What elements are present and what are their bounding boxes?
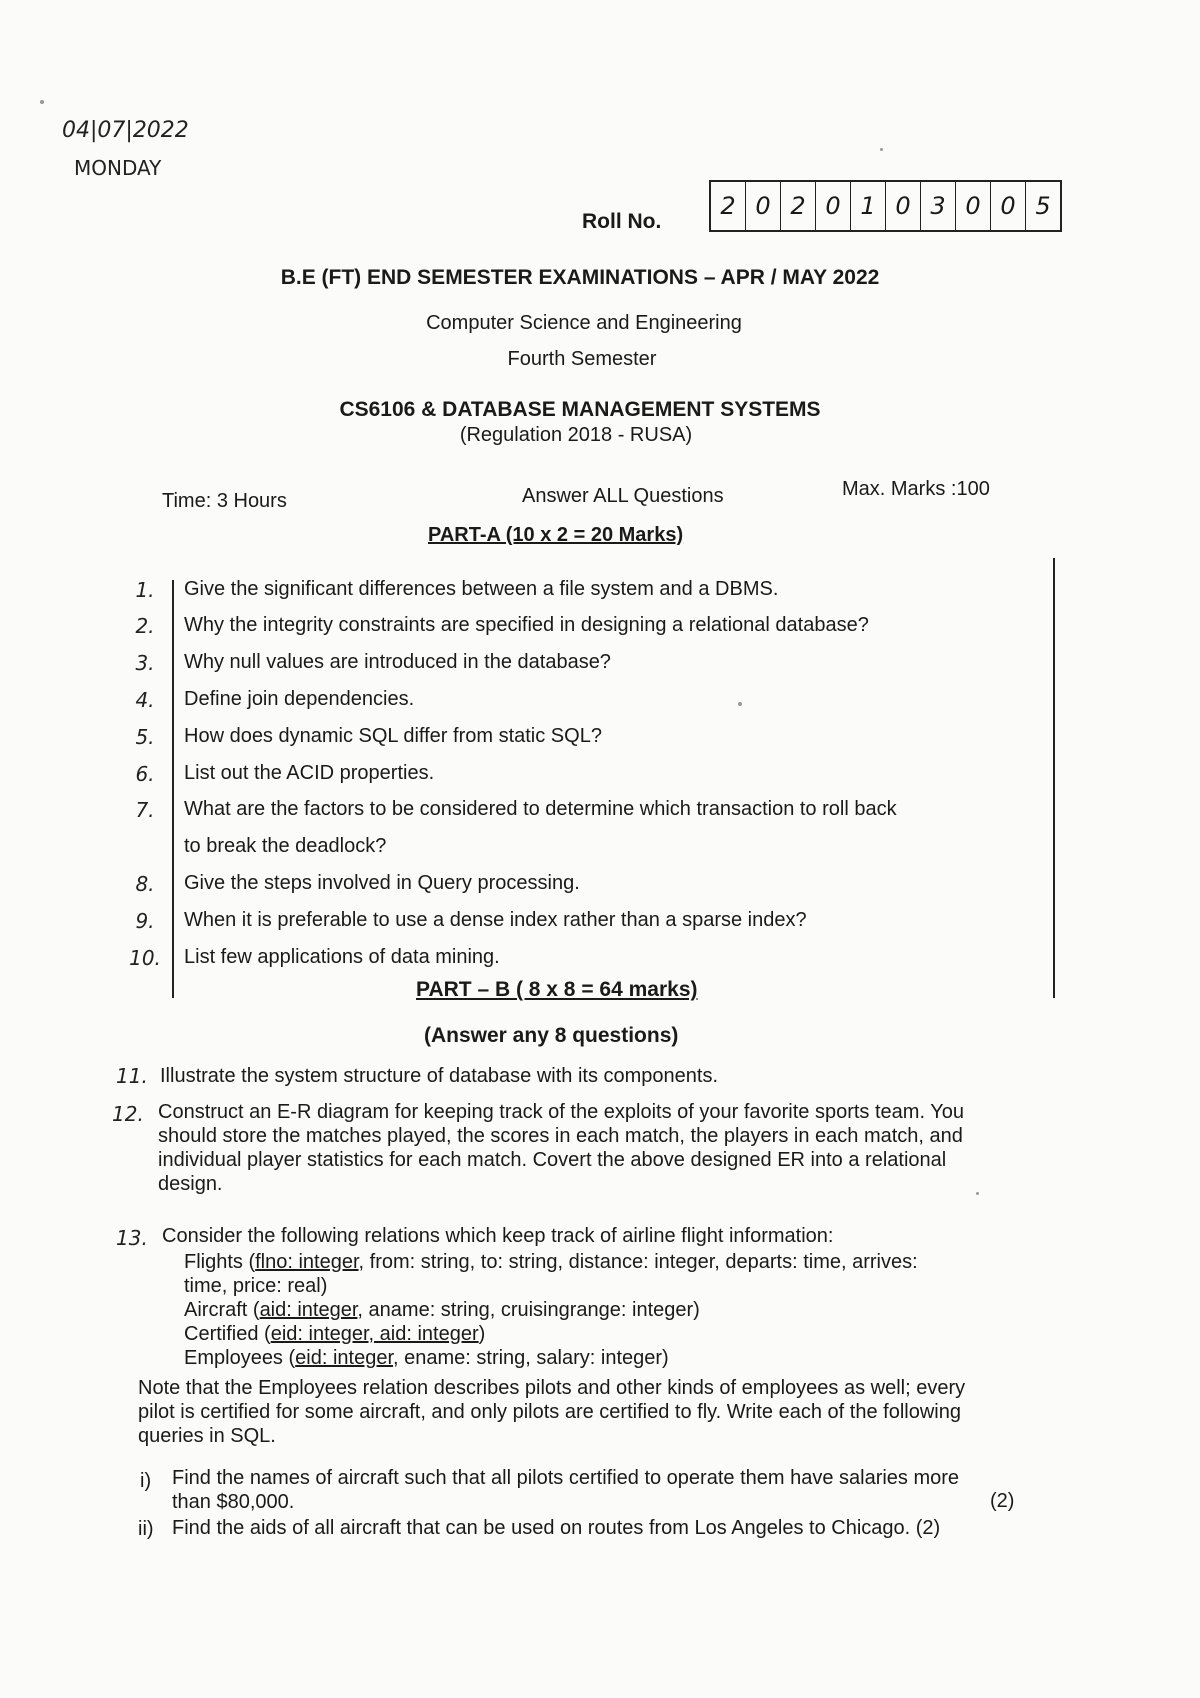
exam-title: B.E (FT) END SEMESTER EXAMINATIONS – APR / MAY 2022 [280,266,880,289]
course-title: CS6106 & DATABASE MANAGEMENT SYSTEMS [339,398,821,421]
question-text: List few applications of data mining. [184,946,500,968]
scan-speck [976,1192,979,1195]
question-text: Why null values are introduced in the database? [184,651,611,673]
q11-number: 11. [116,1064,148,1088]
relation-key: eid: integer [295,1347,394,1369]
relation-attributes: time, price: real) [184,1275,328,1297]
q13-relations [184,1250,918,1370]
q12-line: Construct an E-R diagram for keeping track of the exploits of your favorite sports team. You [158,1101,964,1123]
roll-digit: 0 [956,182,991,230]
question-number: 9. [135,909,155,933]
q13-note-line: queries in SQL. [138,1425,276,1447]
relation-name: Certified ( [184,1323,271,1345]
scan-speck [40,100,44,104]
roll-number-boxes [709,180,1062,232]
handwritten-date: 04|07|2022 [62,118,189,143]
question-text: Give the steps involved in Query processing. [184,872,580,894]
part-a-question [0,835,1200,869]
part-b-subtitle: (Answer any 8 questions) [424,1024,679,1047]
roll-digit: 1 [851,182,886,230]
roll-label: Roll No. [582,210,662,233]
relation-line [184,1346,918,1370]
subpart-i-number: i) [140,1470,152,1492]
subpart-i-line: than $80,000. [172,1491,295,1513]
q13-note-line: Note that the Employees relation describes pilots and other kinds of employees as well; every [138,1377,966,1399]
subpart-i-line: Find the names of aircraft such that all pilots certified to operate them have salaries more [172,1467,960,1489]
scan-speck [880,148,883,151]
relation-name: Employees ( [184,1347,296,1369]
question-number: 3. [135,651,155,675]
question-number: 10. [129,946,161,970]
part-a-question [0,578,1200,612]
part-a-question [0,946,1200,980]
handwritten-day: MONDAY [74,156,162,180]
subpart-ii-number: ii) [138,1518,154,1540]
subpart-i-marks: (2) [990,1490,1015,1512]
relation-line [184,1298,918,1322]
question-number: 4. [135,688,155,712]
question-text: Give the significant differences between a file system and a DBMS. [184,578,779,600]
question-text: Define join dependencies. [184,688,415,710]
relation-key: aid: integer [259,1299,358,1321]
relation-name: Flights ( [184,1251,256,1273]
question-number: 2. [135,614,155,638]
instruction: Answer ALL Questions [522,485,724,507]
q11-text: Illustrate the system structure of database with its components. [160,1065,719,1087]
relation-line [184,1274,918,1298]
roll-digit: 0 [816,182,851,230]
question-number: 8. [135,872,155,896]
max-marks: Max. Marks :100 [842,478,990,500]
q13-intro: Consider the following relations which keep track of airline flight information: [162,1225,834,1247]
regulation: (Regulation 2018 - RUSA) [459,424,693,446]
subpart-i-text [172,1466,959,1514]
q12-line: should store the matches played, the scores in each match, the players in each match, and [158,1125,963,1147]
relation-attributes: ) [478,1323,486,1345]
semester: Fourth Semester [507,348,657,370]
q13-number: 13. [116,1226,148,1250]
relation-line [184,1250,918,1274]
question-text: List out the ACID properties. [184,762,435,784]
question-text: What are the factors to be considered to determine which transaction to roll back [184,798,897,820]
part-a-question [0,688,1200,722]
q13-note-line: pilot is certified for some aircraft, and only pilots are certified to fly. Write each of the following [138,1401,961,1423]
scan-speck [738,702,742,706]
question-text: to break the deadlock? [184,835,387,857]
q12-line: individual player statistics for each match. Covert the above designed ER into a relational [158,1149,947,1171]
roll-digit: 2 [711,182,746,230]
q13-note [138,1376,965,1448]
question-text: When it is preferable to use a dense index rather than a sparse index? [184,909,807,931]
roll-digit: 5 [1035,192,1051,220]
part-a-question [0,725,1200,759]
question-text: How does dynamic SQL differ from static SQL? [184,725,602,747]
roll-digit: 0 [991,182,1026,230]
part-a-question [0,614,1200,648]
relation-key: flno: integer [255,1251,359,1273]
part-a-question [0,909,1200,943]
part-a-title: PART-A (10 x 2 = 20 Marks) [428,524,684,546]
question-text: Why the integrity constraints are specified in designing a relational database? [184,614,869,636]
relation-key: eid: integer, aid: integer [270,1323,479,1345]
relation-attributes: , ename: string, salary: integer) [393,1347,669,1369]
exam-duration: Time: 3 Hours [162,490,287,512]
relation-attributes: , aname: string, cruisingrange: integer) [357,1299,700,1321]
q12-line: design. [158,1173,223,1195]
q12-number: 12. [112,1102,144,1126]
q12-text [158,1100,964,1196]
question-number: 1. [135,578,155,602]
question-number: 7. [135,798,155,822]
department: Computer Science and Engineering [426,312,742,334]
relation-name: Aircraft ( [184,1299,260,1321]
part-b-title: PART – B ( 8 x 8 = 64 marks) [416,978,698,1001]
roll-digit: 2 [781,182,816,230]
roll-digit: 3 [921,182,956,230]
relation-attributes: , from: string, to: string, distance: integer, departs: time, arrives: [358,1251,918,1273]
part-a-question [0,762,1200,796]
part-a-question [0,798,1200,832]
part-a-question [0,651,1200,685]
part-a-question [0,872,1200,906]
roll-digit: 0 [886,182,921,230]
subpart-ii-text: Find the aids of all aircraft that can be used on routes from Los Angeles to Chicago. (2) [172,1517,941,1539]
relation-line [184,1322,918,1346]
roll-digit: 0 [746,182,781,230]
question-number: 6. [135,762,155,786]
question-number: 5. [135,725,155,749]
